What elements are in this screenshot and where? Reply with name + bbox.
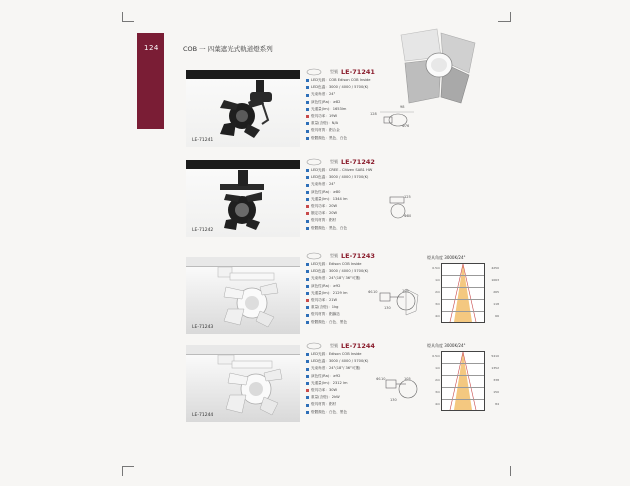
bullet-icon <box>306 321 309 324</box>
spec-row: 演色性(Ra) ： ≥80 <box>306 189 426 196</box>
bullet-icon <box>306 176 309 179</box>
grid-line <box>442 287 484 288</box>
spec-row: 演色性(Ra) ： ≥82 <box>306 99 426 106</box>
dimension-label: 128 <box>370 112 377 116</box>
track-rail <box>186 160 300 169</box>
dimension-label: 130 <box>384 306 391 310</box>
lux-value: 118 <box>493 302 499 306</box>
beam-angle-chart <box>427 343 499 413</box>
spec-row: 光束角度 ： 24° <box>306 91 426 98</box>
beam-cone-graphic <box>442 264 484 322</box>
track-light-image <box>216 170 276 232</box>
model-prefix: 型號 <box>330 69 338 74</box>
track-rail <box>186 70 300 79</box>
bullet-icon <box>306 122 309 125</box>
page-title: COB 一 四葉遮光式軌道燈系列 <box>183 45 273 53</box>
lux-value: 1352 <box>491 366 499 370</box>
beam-chart-title: 燈具角度 3000K/24° <box>427 343 466 348</box>
model-prefix: 型號 <box>330 343 338 348</box>
track-light-image <box>210 80 280 140</box>
photo-model-label: LE-71244 <box>192 413 214 418</box>
model-prefix: 型號 <box>330 159 338 164</box>
bullet-icon <box>306 314 309 317</box>
product-photo <box>186 160 300 237</box>
crop-mark <box>498 21 510 22</box>
distance-label: 3m <box>435 302 440 306</box>
lux-value: 265 <box>493 290 499 294</box>
bullet-icon <box>306 108 309 111</box>
bullet-icon <box>306 292 309 295</box>
dimension-label: 130 <box>390 398 397 402</box>
distance-label: 3m <box>435 390 440 394</box>
dimension-label: 98 <box>400 105 405 109</box>
spec-row: 燈具功率 ： 21W <box>306 297 426 304</box>
distance-label: 4m <box>435 402 440 406</box>
grid-line <box>442 387 484 388</box>
dimension-label: Φ110 <box>368 290 378 294</box>
spec-row: 重量(含燈) ： N/A <box>306 120 426 127</box>
dimension-label: 125 <box>404 195 411 199</box>
brand-seal-icon <box>306 158 330 166</box>
distance-label: 2m <box>435 290 440 294</box>
beam-chart-frame <box>441 263 485 323</box>
model-code: LE-71241 <box>341 68 375 76</box>
spec-row: 燈具功率 ： 20W <box>306 203 426 210</box>
spec-row: 額定功率 ： 20W <box>306 210 426 217</box>
spec-row: LED光源 ： Edison COB Inside <box>306 351 426 358</box>
crop-mark <box>122 21 134 22</box>
spec-row: 光束角度 ： 24° <box>306 181 426 188</box>
photo-model-label: LE-71241 <box>192 138 214 143</box>
bullet-icon <box>306 130 309 133</box>
lux-value: 4250 <box>491 266 499 270</box>
spec-row: 重量(含燈) ： 2kW <box>306 394 426 401</box>
spec-row: 燈體顏色 ： 黑色、白色 <box>306 225 426 232</box>
spec-row: 燈具功率 ： 19W <box>306 113 426 120</box>
crop-mark <box>510 466 511 476</box>
bullet-icon <box>306 382 309 385</box>
spec-row: LED光源 ： Edison COB Inside <box>306 261 426 268</box>
bullet-icon <box>306 278 309 281</box>
spec-row: LED光源 ： COB Edison COB Inside <box>306 77 426 84</box>
crop-mark <box>510 12 511 22</box>
product-photo <box>186 345 300 422</box>
bullet-icon <box>306 169 309 172</box>
bullet-icon <box>306 205 309 208</box>
lux-value: 5410 <box>491 354 499 358</box>
distance-label: 0.5m <box>432 354 440 358</box>
bullet-icon <box>306 306 309 309</box>
distance-label: 4m <box>435 314 440 318</box>
spec-row: 重量(含燈) ： 1kg <box>306 304 426 311</box>
spec-row: 燈具材質 ： 鋁材 <box>306 217 426 224</box>
model-prefix: 型號 <box>330 253 338 258</box>
dimension-drawing <box>374 108 418 132</box>
spec-row: 燈體顏色 ： 黑色、白色 <box>306 135 426 142</box>
spec-row: 光通量(lm) ： 2129 lm <box>306 290 426 297</box>
grid-line <box>442 299 484 300</box>
bullet-icon <box>306 191 309 194</box>
photo-model-label: LE-71242 <box>192 228 214 233</box>
model-code: LE-71243 <box>341 252 375 260</box>
bullet-icon <box>306 79 309 82</box>
beam-chart-title: 燈具角度 3000K/24° <box>427 255 466 260</box>
grid-line <box>442 375 484 376</box>
spec-row: 演色性(Ra) ： ≥92 <box>306 373 426 380</box>
distance-label: 2m <box>435 378 440 382</box>
bullet-icon <box>306 396 309 399</box>
bullet-icon <box>306 285 309 288</box>
grid-line <box>442 311 484 312</box>
model-code: LE-71244 <box>341 342 375 350</box>
dimension-label: 105 <box>404 377 411 381</box>
spec-row: LED色溫 ： 3000 / 4000 / 5700(K) <box>306 84 426 91</box>
lux-value: 150 <box>493 390 499 394</box>
bullet-icon <box>306 184 309 187</box>
bullet-icon <box>306 212 309 215</box>
spec-row: 光束角度 ： 24°(18°/ 36°可選) <box>306 365 426 372</box>
product-photo <box>186 257 300 334</box>
bullet-icon <box>306 299 309 302</box>
crop-mark <box>122 466 134 467</box>
distance-label: 1m <box>435 366 440 370</box>
track-light-image <box>200 263 290 331</box>
distance-label: 1m <box>435 278 440 282</box>
spec-row: 燈具材質 ： 鋁合金 <box>306 127 426 134</box>
brand-seal-icon <box>306 342 330 350</box>
brand-seal-icon <box>306 252 330 260</box>
spec-row: 光束角度 ： 24°(18°/ 36°可選) <box>306 275 426 282</box>
dimension-drawing <box>386 195 416 221</box>
bullet-icon <box>306 375 309 378</box>
spec-row: 燈體顏色 ： 白色、黑色 <box>306 319 426 326</box>
spec-row: 光通量(lm) ： 2312 lm <box>306 380 426 387</box>
bullet-icon <box>306 137 309 140</box>
grid-line <box>442 275 484 276</box>
spec-row: LED光源 ： CREE - Citizen SAB1 HW <box>306 167 426 174</box>
photo-model-label: LE-71243 <box>192 325 214 330</box>
model-code: LE-71242 <box>341 158 375 166</box>
bullet-icon <box>306 368 309 371</box>
spec-row: 燈具功率 ： 30W <box>306 387 426 394</box>
spec-row: 燈體顏色 ： 白色、黑色 <box>306 409 426 416</box>
crop-mark <box>122 466 123 476</box>
lux-value: 84 <box>495 402 499 406</box>
brand-seal-icon <box>306 68 330 76</box>
beam-chart-frame <box>441 351 485 411</box>
bullet-icon <box>306 389 309 392</box>
spec-row: LED色溫 ： 3000 / 4000 / 5700(K) <box>306 358 426 365</box>
bullet-icon <box>306 220 309 223</box>
bullet-icon <box>306 227 309 230</box>
distance-label: 0.5m <box>432 266 440 270</box>
bullet-icon <box>306 101 309 104</box>
dimension-label: Φ110 <box>376 377 386 381</box>
bullet-icon <box>306 115 309 118</box>
lux-value: 338 <box>493 378 499 382</box>
spec-row: 燈具材質 ： 鋁鑄造 <box>306 311 426 318</box>
bullet-icon <box>306 198 309 201</box>
grid-line <box>442 363 484 364</box>
dimension-label: Φ76 <box>402 124 410 128</box>
grid-line <box>442 399 484 400</box>
spec-row: 燈具材質 ： 鋁材 <box>306 401 426 408</box>
spec-row: 光通量(lm) ： 1344 lm <box>306 196 426 203</box>
bullet-icon <box>306 86 309 89</box>
bullet-icon <box>306 411 309 414</box>
dimension-drawing <box>378 287 424 317</box>
spec-row: LED色溫 ： 3000 / 4000 / 5700(K) <box>306 268 426 275</box>
beam-angle-chart <box>427 255 499 325</box>
spec-row: 演色性(Ra) ： ≥92 <box>306 283 426 290</box>
dimension-label: 105 <box>402 289 409 293</box>
lux-value: 1063 <box>491 278 499 282</box>
bullet-icon <box>306 270 309 273</box>
track-light-image <box>202 351 290 419</box>
lux-value: 66 <box>495 314 499 318</box>
bullet-icon <box>306 404 309 407</box>
page-number: 124 <box>144 44 159 52</box>
bullet-icon <box>306 94 309 97</box>
spec-row: LED色溫 ： 3000 / 4000 / 5700(K) <box>306 174 426 181</box>
dimension-label: Φ80 <box>404 214 412 218</box>
bullet-icon <box>306 360 309 363</box>
bullet-icon <box>306 263 309 266</box>
spec-row: 光通量(lm) ： 1653lm <box>306 106 426 113</box>
product-photo <box>186 70 300 147</box>
bullet-icon <box>306 353 309 356</box>
beam-cone-graphic <box>442 352 484 410</box>
